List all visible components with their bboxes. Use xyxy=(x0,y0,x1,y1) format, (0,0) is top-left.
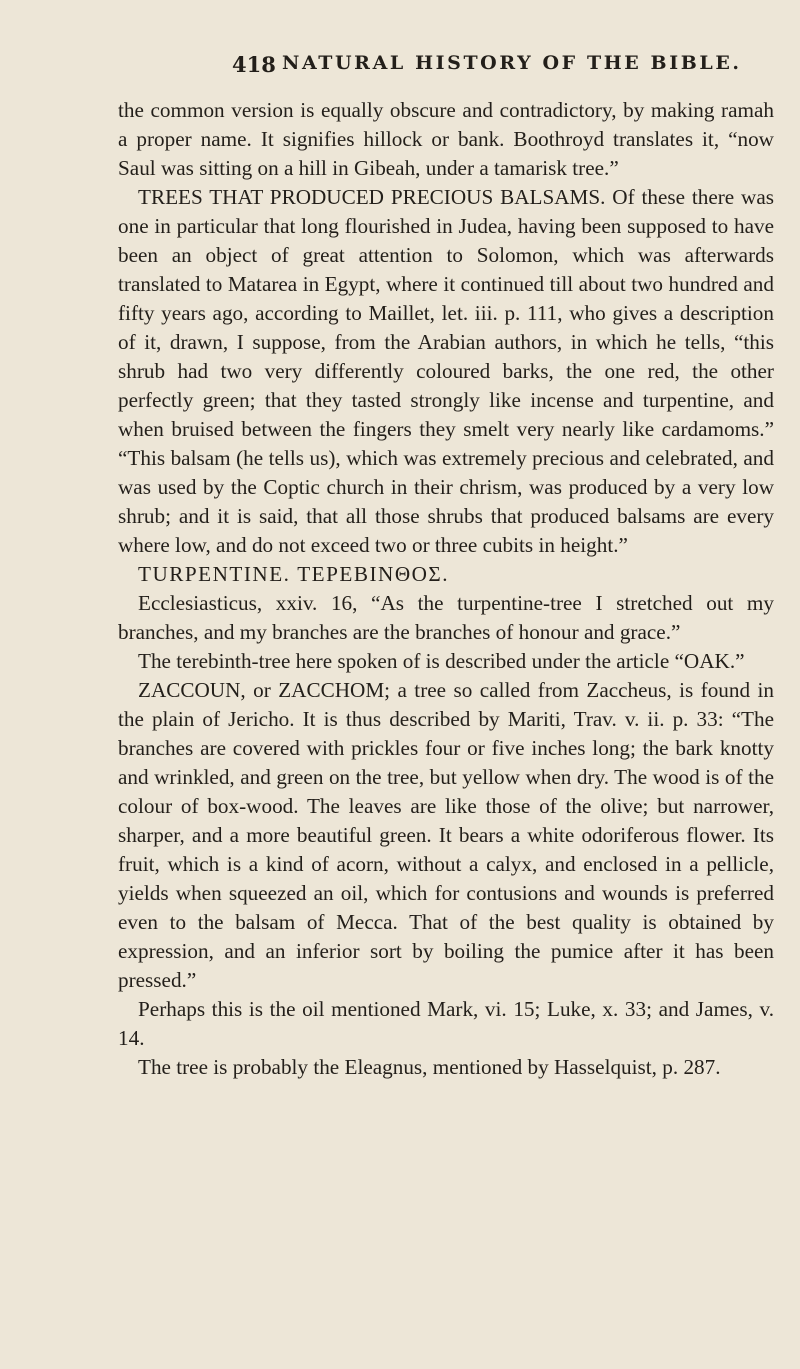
running-title: NATURAL HISTORY OF THE BIBLE. xyxy=(282,52,742,74)
paragraph-ramah: the common version is equally obscure and contradictory, by making ramah a proper name. It signifies hillock or bank. Boothroyd translates it, “now Saul was sitting on a hill in Gibeah, under a tamarisk tree.” xyxy=(118,98,774,180)
page-body xyxy=(118,96,774,1082)
paragraph-zaccoun: ZACCOUN, or ZACCHOM; a tree so called from Zaccheus, is found in the plain of Jericho. It is thus described by Mariti, Trav. v. ii. p. 33: “The branches are covered with prickles four or five inches long; the bark knotty and wrinkled, and green on the tree, but yellow when dry. The wood is of the colour of box-wood. The leaves are like those of the olive; but narrower, sharper, and a more beautiful green. It bears a white odoriferous flower. Its fruit, which is a kind of acorn, without a calyx, and enclosed in a pellicle, yields when squeezed an oil, which for contusions and wounds is preferred even to the balsam of Mecca. That of the best quality is obtained by expression, and an inferior sort by boiling the pumice after it has been pressed.” xyxy=(118,678,774,992)
page-number: 418 xyxy=(232,52,276,77)
paragraph-terebinth: The terebinth-tree here spoken of is described under the article “OAK.” xyxy=(138,649,745,673)
paragraph-balsams: TREES THAT PRODUCED PRECIOUS BALSAMS. Of these there was one in particular that long flourished in Judea, having been supposed to have been an object of great attention to Solomon, which was afterwards translated to Matarea in Egypt, where it continued till about two hundred and fifty years ago, according to Maillet, let. iii. p. 111, who gives a description of it, drawn, I suppose, from the Arabian authors, in which he tells, “this shrub had two very differently coloured barks, the one red, the other perfectly green; that they tasted strongly like incense and turpentine, and when bruised between the fingers they smelt very nearly like cardamoms.” “This balsam (he tells us), which was extremely precious and celebrated, and was used by the Coptic church in their chrism, was produced by a very low shrub; and it is said, that all those shrubs that produced balsams are every where low, and do not exceed two or three cubits in height.” xyxy=(118,185,774,557)
paragraph-eleagnus: The tree is probably the Eleagnus, mentioned by Hasselquist, p. 287. xyxy=(138,1055,721,1079)
paragraph-ecclesiasticus: Ecclesiasticus, xxiv. 16, “As the turpentine-tree I stretched out my branches, and my branches are the branches of honour and grace.” xyxy=(118,591,774,644)
paragraph-oil: Perhaps this is the oil mentioned Mark, vi. 15; Luke, x. 33; and James, v. 14. xyxy=(118,997,774,1050)
heading-turpentine: TURPENTINE. ΤΕΡΕΒΙΝΘΟΣ. xyxy=(138,562,450,586)
